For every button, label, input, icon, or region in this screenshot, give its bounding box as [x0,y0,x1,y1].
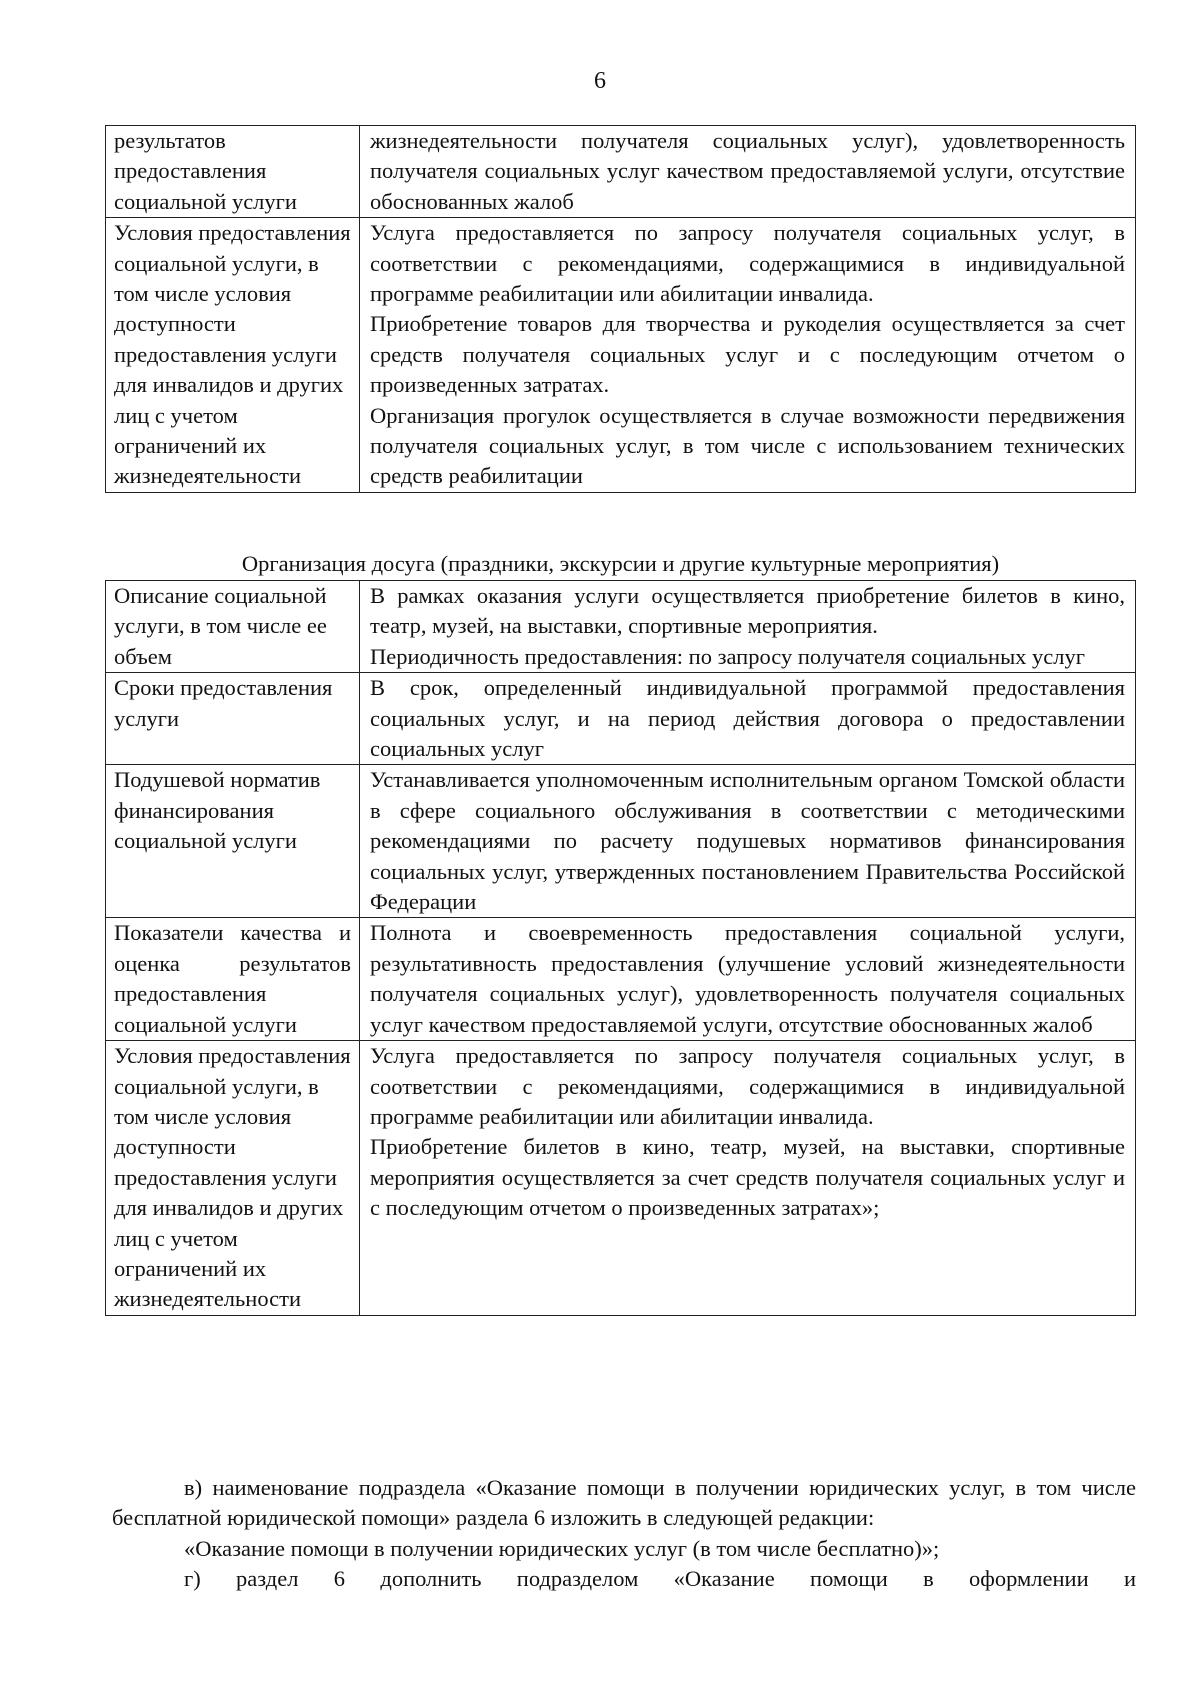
row-content [360,126,1136,218]
row-paragraph: В рамках оказания услуги осуществляется приобретение билетов в кино, театр, музей, на выставки, спортивные мероприятия. [370,583,1125,639]
row-label [106,581,360,673]
table-row [106,1041,1136,1316]
row-label-text: Описание социальной услуги, в том числе ее объем [114,583,327,669]
row-paragraph: Полнота и своевременность предоставления социальной услуги, результативность предоставления (улучшение условий жизнедеятельности получателя социальных услуг), удовлетворенность получателя социальных услуг качеством предоставляемой услуги, отсутствие обоснованных жалоб [370,920,1125,1037]
table-row [106,126,1136,218]
row-label-text: Подушевой норматив финансирования социальной услуги [114,767,321,854]
row-paragraph: жизнедеятельности получателя социальных услуг), удовлетворенность получателя социальных услуг качеством предоставляемой услуги, отсутствие обоснованных жалоб [370,128,1125,214]
row-content [360,765,1136,918]
page-number: 6 [594,68,606,94]
row-label [106,918,360,1041]
table-row [106,581,1136,673]
row-label [106,218,360,493]
row-label [106,765,360,918]
row-paragraph: Устанавливается уполномоченным исполнительным органом Томской области в сфере социального обслуживания в соответствии с методическими рекомендациями по расчету подушевых нормативов финансирования социальных услуг, утвержденных постановлением Правительства Российской Федерации [370,767,1125,915]
row-content [360,218,1136,493]
section-title: Организация досуга (праздники, экскурсии и другие культурные мероприятия) [241,551,1000,576]
row-label-text: Условия предоставления социальной услуги, в том числе условия доступности предоставления услуги для инвалидов и других лиц с учетом ограничений их жизнедеятельности [114,220,351,489]
row-paragraph: Приобретение товаров для творчества и рукоделия осуществляется за счет средств получателя социальных услуг и с последующим отчетом о произведенных затратах. [370,311,1125,398]
row-content [360,1041,1136,1316]
leisure-service-table [105,580,1136,1316]
row-paragraph: В срок, определенный индивидуальной программой предоставления социальных услуг, и на период действия договора о предоставлении социальных услуг [370,675,1125,762]
row-label [106,1041,360,1316]
row-label [106,673,360,765]
table-row [106,918,1136,1041]
table-row [106,765,1136,918]
row-label [106,126,360,218]
row-paragraph: Услуга предоставляется по запросу получателя социальных услуг, в соответствии с рекомендациями, содержащимися в индивидуальной программе реабилитации или абилитации инвалида. [370,220,1125,307]
row-label-text: результатов предоставления социальной услуги [114,128,297,214]
amendment-item-v: в) наименование подраздела «Оказание помощи в получении юридических услуг, в том числе бесплатной юридической помощи» раздела 6 изложить в следующей редакции: [112,1475,1136,1531]
amendment-item-g: г) раздел 6 дополнить подразделом «Оказание помощи в оформлении и [184,1566,1136,1592]
row-paragraph: Организация прогулок осуществляется в случае возможности передвижения получателя социальных услуг, в том числе с использованием технических средств реабилитации [370,402,1125,489]
row-label-text: Условия предоставления социальной услуги, в том числе условия доступности предоставления услуги для инвалидов и других лиц с учетом ограничений их жизнедеятельности [114,1043,351,1312]
amendment-quote: «Оказание помощи в получении юридических услуг (в том числе бесплатно)»; [184,1535,940,1561]
row-content [360,581,1136,673]
row-label-text: Показатели качества и оценка результатов предоставления социальной услуги [114,920,351,1037]
row-paragraph: Услуга предоставляется по запросу получателя социальных услуг, в соответствии с рекомендациями, содержащимися в индивидуальной программе реабилитации или абилитации инвалида. [370,1043,1125,1129]
row-paragraph: Периодичность предоставления: по запросу получателя социальных услуг [370,643,1086,669]
amendment-text [112,1473,1136,1595]
row-content [360,673,1136,765]
row-label-text: Сроки предоставления услуги [114,675,333,731]
row-content [360,918,1136,1041]
table-row [106,218,1136,493]
table-row [106,673,1136,765]
services-table-continued [105,125,1136,493]
row-paragraph: Приобретение билетов в кино, театр, музей, на выставки, спортивные мероприятия осуществляется за счет средств получателя социальных услуг и с последующим отчетом о произведенных затратах»; [370,1134,1125,1221]
